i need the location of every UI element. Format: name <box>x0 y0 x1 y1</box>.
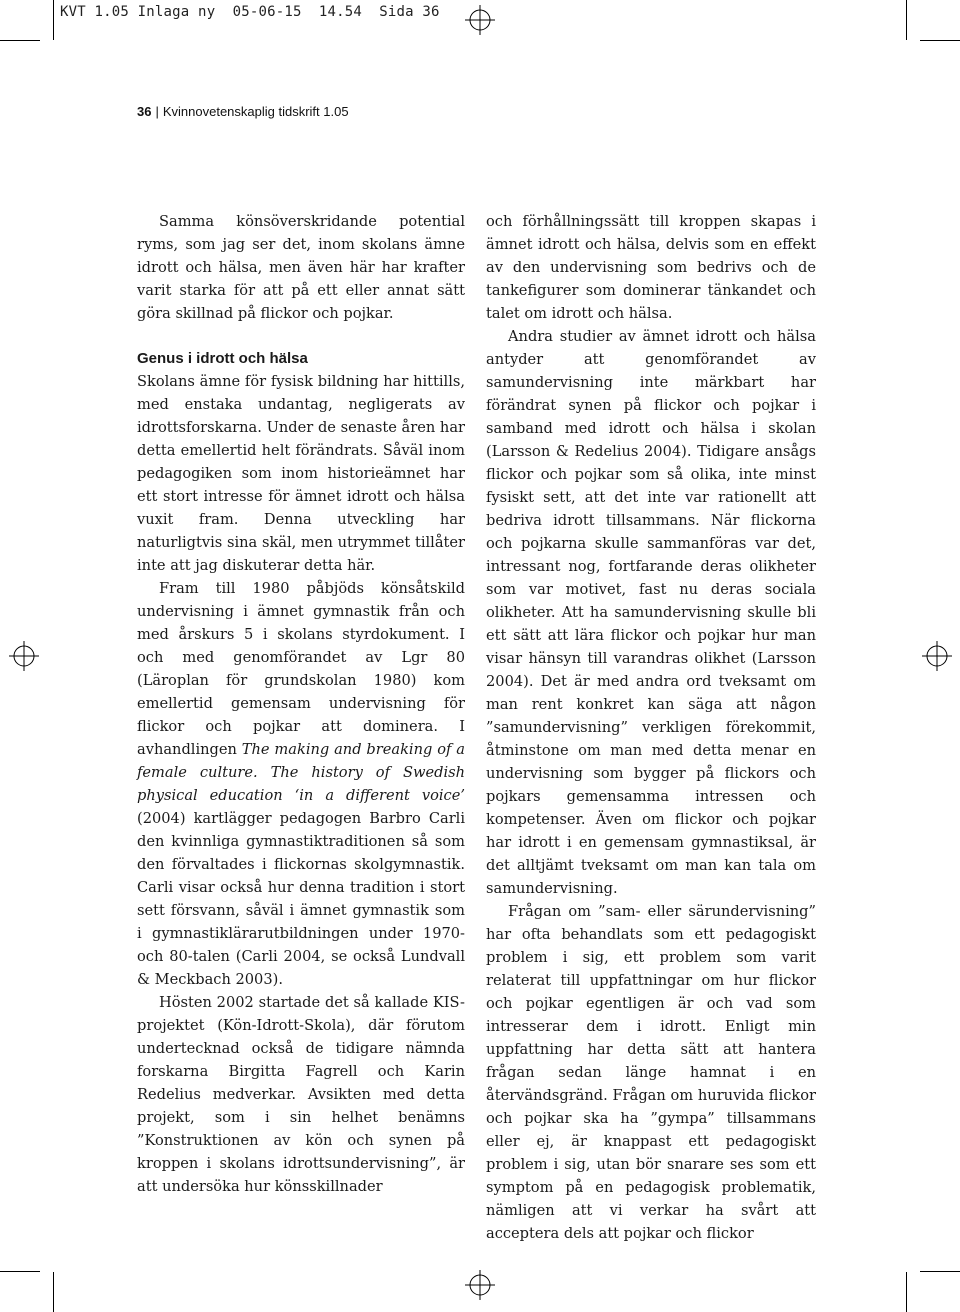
paragraph-text: Fram till 1980 påbjöds könsåtskild undervisning i ämnet gymnastik från och med årskurs 5 i skolans styrdokument. I och med genomförandet av Lgr 80 (Läroplan för grundskolan 1980) kom emellertid gemensam undervisning för flickor och pojkar att dominera. I avhandlingen <box>137 580 465 758</box>
body-paragraph-2 <box>137 577 465 991</box>
body-paragraph-5: Andra studier av ämnet idrott och hälsa antyder att genomförandet av samundervisning inte märkbart har förändrat synen på flickor och pojkar i samband med idrott och hälsa i skolan (Larsson & Redelius 2004). Tidigare ansågs flickor och pojkar som så olika, inte minst fysiskt sett, att det inte var rationellt att bedriva idrott tillsammans. När flickorna och pojkarna skulle sammanföras var det, intressant nog, fortfarande deras olikheter som var motivet, fast nu deras sociala olikheter. Att ha samundervisning skulle bli ett sätt att lära flickor och pojkar hur man visar hänsyn till varandras olikhet (Larsson 2004). Det är med andra ord tveksamt om man rent konkret kan säga att någon ”samundervisning” verkligen förekommit, åtminstone om man med detta menar en undervisning som bygger på flickors och pojkars gemensamma intressen och kompetenser. Även om flickor och pojkar har idrott i en gemensam gymnastiksal, är det alltjämt tveksamt om man kan tala om samundervisning. <box>486 328 816 897</box>
header-separator: | <box>155 104 159 119</box>
crop-mark-top-right <box>906 0 907 40</box>
crop-mark-bottom-left <box>53 1272 54 1312</box>
crop-mark-right-top <box>920 40 960 41</box>
registration-mark-bottom <box>465 1270 495 1300</box>
book-title-1: The making and breaking of a female culture. <box>137 741 465 781</box>
left-column <box>137 210 465 1198</box>
crop-mark-left-top <box>0 40 40 41</box>
registration-mark-top <box>465 5 495 35</box>
body-paragraph-1: Skolans ämne för fysisk bildning har hittills, med enstaka undantag, negligerats av idrottsforskarna. Under de senaste åren har detta emellertid helt förändrats. Såväl inom pedagogiken som inom historieämnet har ett stort intresse för ämnet idrott och hälsa vuxit fram. Denna utveckling har naturligtvis sina skäl, men utrymmet tillåter inte att jag diskuterar detta här. <box>137 373 465 574</box>
right-column <box>486 210 816 1245</box>
book-title-2: The history of Swedish physical education ‘in a different voice’ <box>137 764 465 804</box>
print-slug: KVT 1.05 Inlaga ny 05-06-15 14.54 Sida 36 <box>60 4 440 20</box>
journal-title: Kvinnovetenskaplig tidskrift 1.05 <box>162 104 349 119</box>
page-number: 36 <box>137 104 152 119</box>
crop-mark-bottom-right <box>906 1272 907 1312</box>
body-paragraph-6: Frågan om ”sam- eller särundervisning” har ofta behandlats som ett pedagogiskt problem i sig, ett problem som varit relaterat till uppfattningar om hur flickor och pojkar egentligen är och vad som intresserar dem i idrott. Enligt min uppfattning har detta sätt att hantera frågan sedan länge hamnat i en återvändsgränd. Frågan om huruvida flickor och pojkar ska ha ”gympa” tillsammans eller ej, är knappast ett pedagogiskt problem i sig, utan bör snarare ses som ett symptom på en pedagogisk problematik, nämligen att vi verkar ha svårt att acceptera dels att pojkar och flickor <box>486 903 816 1242</box>
registration-mark-left <box>9 641 39 671</box>
section-heading: Genus i idrott och hälsa <box>137 350 308 367</box>
paragraph-text <box>258 764 271 781</box>
registration-mark-right <box>922 641 952 671</box>
intro-paragraph: Samma könsöverskridande potential ryms, som jag ser det, inom skolans ämne idrott och hälsa, men även här har krafter varit starka för att på ett eller annat sätt göra skillnad på flickor och pojkar. <box>137 213 465 322</box>
crop-mark-left-bottom <box>0 1271 40 1272</box>
body-paragraph-4: och förhållningssätt till kroppen skapas i ämnet idrott och hälsa, delvis som en effekt av den undervisning som bedrivs och de tankefigurer som dominerar tänkandet och talet om idrott och hälsa. <box>486 213 816 322</box>
body-paragraph-3: Hösten 2002 startade det så kallade KIS-projektet (Kön-Idrott-Skola), där förutom undertecknad också de tidigare nämnda forskarna Birgitta Fagrell och Karin Redelius medverkar. Avsikten med detta projekt, som i sin helhet benämns ”Konstruktionen av kön och synen på kroppen i skolans idrottsundervisning”, är att undersöka hur könsskillnader <box>137 994 465 1195</box>
crop-mark-top-left <box>53 0 54 40</box>
running-header <box>137 104 349 119</box>
crop-mark-right-bottom <box>920 1271 960 1272</box>
paragraph-text: (2004) kartlägger pedagogen Barbro Carli den kvinnliga gymnastiktraditionen så som den förvaltades i flickornas skolgymnastik. Carli visar också hur denna tradition i stort sett försvann, såväl i ämnet gymnastik som i gymnastiklärarutbildningen under 1970- och 80-talen (Carli 2004, se också Lundvall & Meckbach 2003). <box>137 810 465 988</box>
